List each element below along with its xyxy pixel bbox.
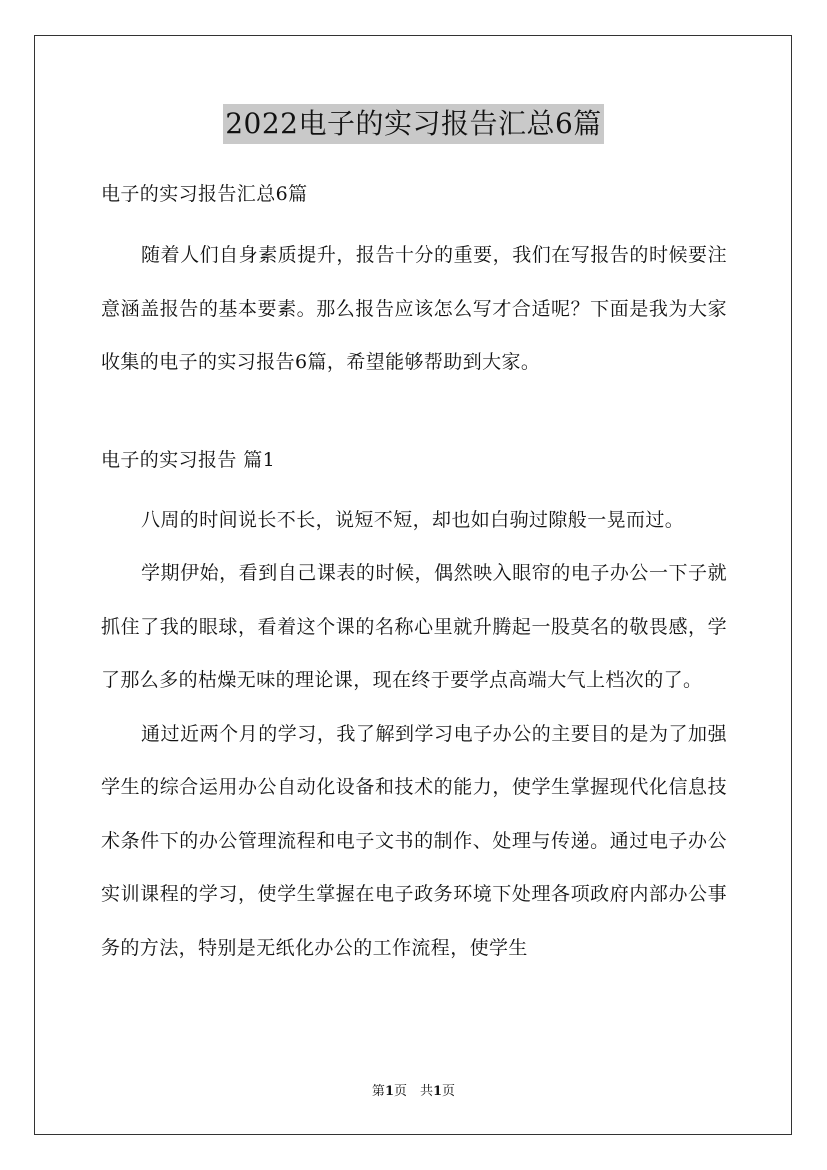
page-number-suffix: 页 bbox=[442, 1084, 456, 1099]
page-number-current: 1 bbox=[384, 1084, 394, 1099]
page-number-prefix: 第 bbox=[371, 1084, 385, 1099]
document-title-text: 2022电子的实习报告汇总6篇 bbox=[223, 104, 604, 144]
page-footer bbox=[0, 1083, 827, 1101]
section-heading: 电子的实习报告 篇1 bbox=[101, 448, 276, 471]
document-subtitle: 电子的实习报告汇总6篇 bbox=[101, 183, 308, 205]
intro-paragraph: 随着人们自身素质提升，报告十分的重要，我们在写报告的时候要注意涵盖报告的基本要素。那么报告应该怎么写才合适呢？下面是我为大家收集的电子的实习报告6篇，希望能够帮助到大家。 bbox=[101, 244, 727, 373]
document-title bbox=[0, 103, 827, 144]
body-paragraph: 学期伊始，看到自己课表的时候，偶然映入眼帘的电子办公一下子就抓住了我的眼球，看着这个课的名称心里就升腾起一股莫名的敬畏感，学了那么多的枯燥无味的理论课，现在终于要学点高端大气上档次的了。 bbox=[101, 562, 727, 691]
body-paragraph: 八周的时间说长不长，说短不短，却也如白驹过隙般一晃而过。 bbox=[141, 508, 685, 531]
page-number-mid: 页 共 bbox=[393, 1084, 433, 1099]
body-paragraph: 通过近两个月的学习，我了解到学习电子办公的主要目的是为了加强学生的综合运用办公自动化设备和技术的能力，使学生掌握现代化信息技术条件下的办公管理流程和电子文书的制作、处理与传递。通过电子办公实训课程的学习，使学生掌握在电子政务环境下处理各项政府内部办公事务的方法，特别是无纸化办公的工作流程，使学生 bbox=[101, 722, 727, 959]
document-body bbox=[101, 176, 727, 975]
page-number-total: 1 bbox=[433, 1084, 443, 1099]
